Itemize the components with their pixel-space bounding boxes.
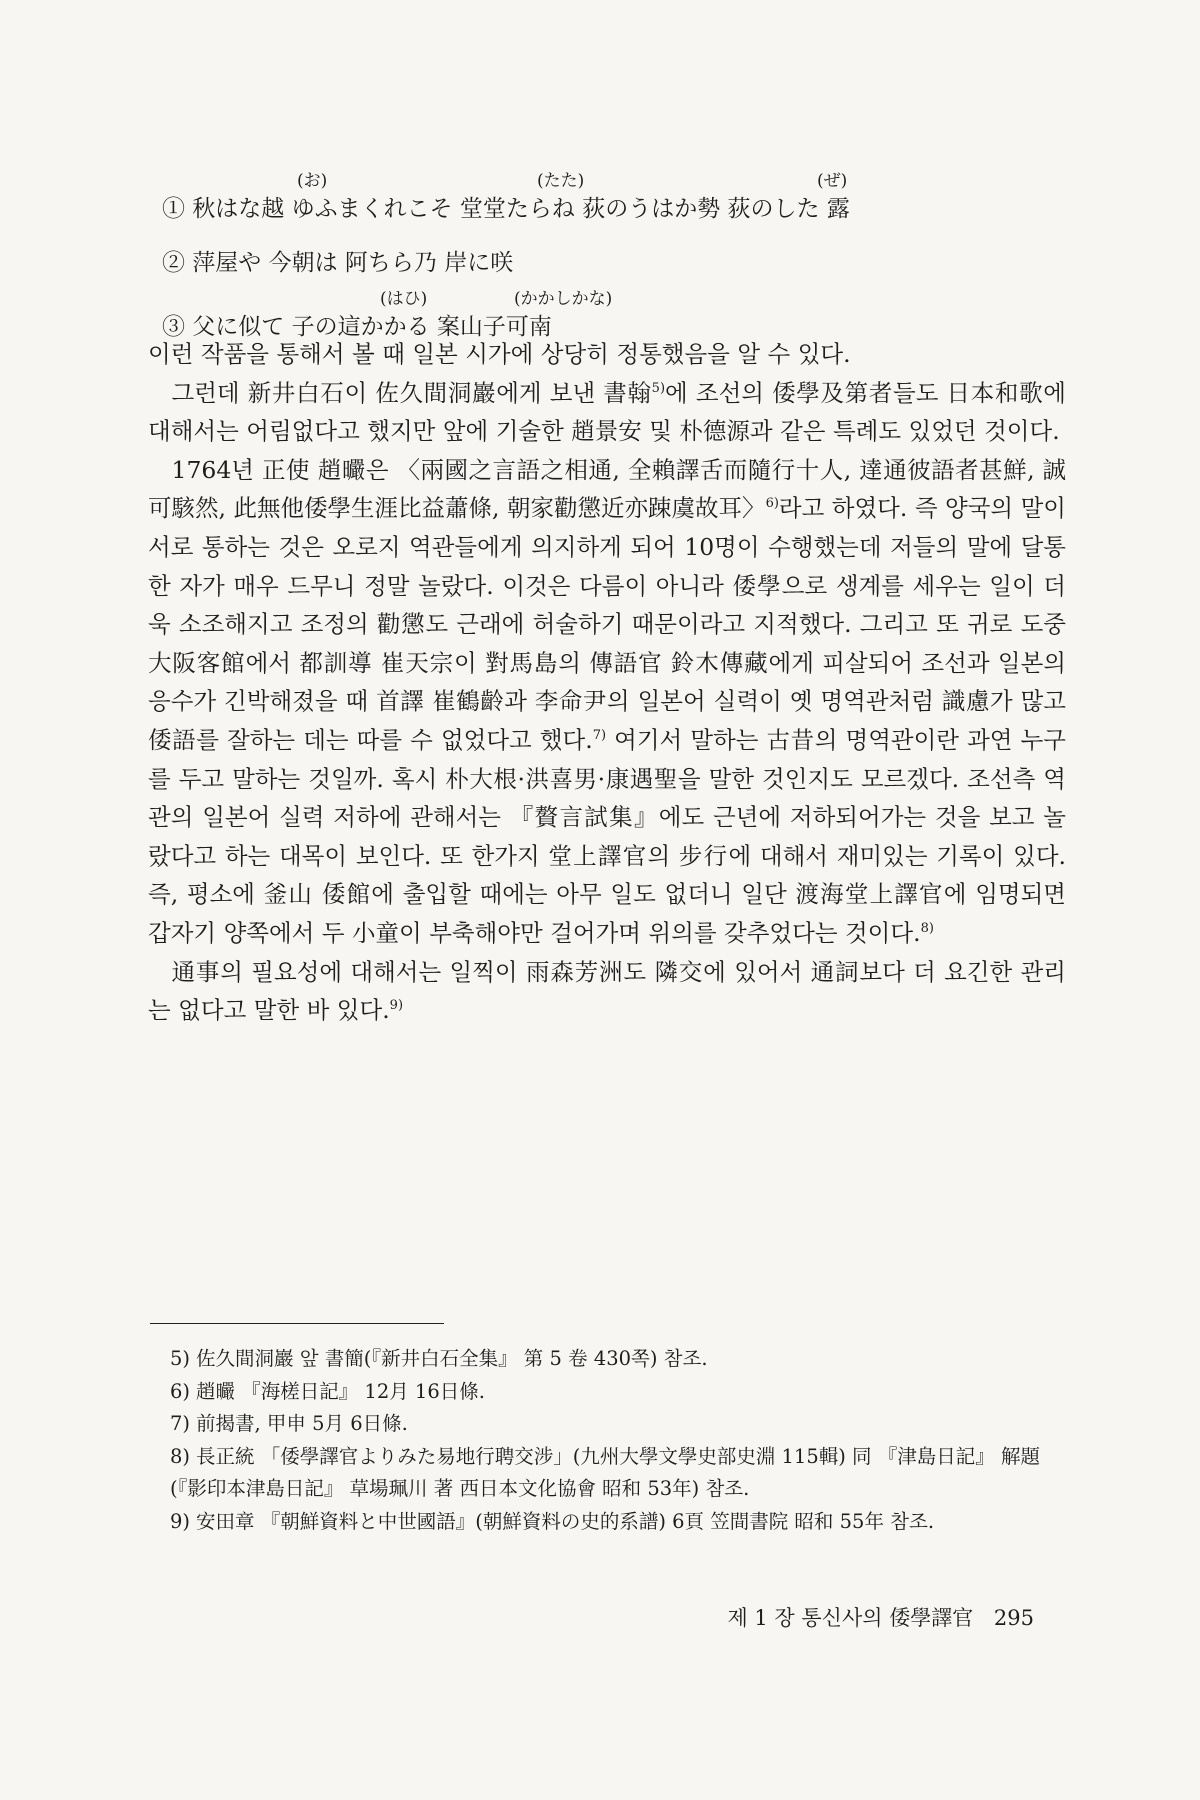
page-number: 295 bbox=[993, 1606, 1034, 1630]
footnote-5-text: 佐久間洞巖 앞 書簡(『新井白石全集』 第 5 卷 430쪽) 참조. bbox=[196, 1347, 708, 1370]
footnote-divider bbox=[150, 1323, 444, 1324]
footnote-5 bbox=[150, 1343, 1068, 1376]
footnote-8-text: 長正統 「倭學譯官よりみた易地行聘交涉」(九州大學文學史部史淵 115輯) 同 『津島日記』 解題(『影印本津島日記』 草場珮川 著 西日本文化協會 昭和 53年) 참조. bbox=[170, 1444, 1040, 1500]
chapter-title: 제 1 장 통신사의 倭學譯官 bbox=[727, 1606, 974, 1630]
footnote-8 bbox=[150, 1441, 1068, 1506]
paragraph-1 bbox=[148, 335, 1066, 374]
footnote-ref-8: 8) bbox=[920, 921, 934, 937]
footnote-9-text: 安田章 『朝鮮資料と中世國語』(朝鮮資料の史的系譜) 6頁 笠間書院 昭和 55年 참조. bbox=[196, 1509, 935, 1533]
footnote-9-number: 9) bbox=[170, 1509, 191, 1533]
footnote-ref-9: 9) bbox=[389, 998, 404, 1014]
footnote-ref-6: 6) bbox=[765, 496, 779, 512]
poem-3-text: ③ 父に似て 子の這かかる 案山子可南 bbox=[162, 314, 552, 340]
ruby-3-1: (はひ) bbox=[380, 289, 428, 309]
footnote-7 bbox=[150, 1408, 1068, 1441]
poem-2-text: ② 萍屋や 今朝は 阿ちら乃 岸に咲 bbox=[162, 250, 514, 276]
footnote-ref-5: 5) bbox=[651, 380, 666, 396]
paragraph-3-text: 1764년 正使 趙曮은 〈兩國之言語之相通, 全賴譯舌而隨行十人, 達通彼語者甚鮮, 誠可駭然, 此無他倭學生涯比益蕭條, 朝家勸懲近亦踈虞故耳〉$^{6)}$라고 하였다. 즉 양국의 말이 서로 통하는 것은 오로지 역관들에게 의지하게 되어 10명이 수행했는데 저들의 말에 달통한 자가 매우 드무니 정말 놀랐다. 이것은 다름이 아니라 倭學으로 생계를 세우는 일이 더욱 소조해지고 조정의 勸懲도 근래에 허술하기 때문이라고 지적했다. 그리고 또 귀로 도중 大阪客館에서 都訓導 崔天宗이 對馬島의 傳語官 鈴木傳藏에게 피살되어 조선과 일본의 응수가 긴박해졌을 때 首譯 崔鶴齡과 李命尹의 일본어 실력이 옛 명역관처럼 識慮가 많고 倭語를 잘하는 데는 따를 수 없었다고 했다.$^{7)}$ 여기서 말하는 古昔의 명역관이란 과연 누구를 두고 말하는 것일까. 혹시 朴大根·洪喜男·康遇聖을 말한 것인지도 모르겠다. 조선측 역관의 일본어 실력 저하에 관해서는 『贅言試集』에도 근년에 저하되어가는 것을 보고 놀랐다고 하는 대목이 보인다. 또 한가지 堂上譯官의 步行에 대해서 재미있는 기록이 있다. 즉, 평소에 釜山 倭館에 출입할 때에는 아무 일도 없더니 일단 渡海堂上譯官에 임명되면 갑자기 양쪽에서 두 小童이 부축해야만 걸어가며 위의를 갖추었다는 것이다.$^{8)}$ bbox=[148, 455, 1066, 947]
paragraph-4 bbox=[148, 953, 1066, 1030]
paragraph-1-text: 이런 작품을 통해서 볼 때 일본 시가에 상당히 정통했음을 알 수 있다. bbox=[148, 340, 851, 368]
footnote-7-number: 7) bbox=[170, 1412, 191, 1435]
ruby-1-1: (お) bbox=[297, 171, 328, 191]
footnote-6 bbox=[150, 1376, 1068, 1409]
footnote-6-text: 趙曮 『海槎日記』 12月 16日條. bbox=[196, 1379, 485, 1403]
footnote-7-text: 前揭書, 甲申 5月 6日條. bbox=[196, 1412, 408, 1435]
paragraph-2-text: 그런데 新井白石이 佐久間洞巖에게 보낸 書翰$^{5)}$에 조선의 倭學及第者들도 日本和歌에 대해서는 어림없다고 했지만 앞에 기술한 趙景安 및 朴德源과 같은 특례도 있었던 것이다. bbox=[148, 378, 1066, 446]
footnotes bbox=[150, 1343, 1068, 1538]
running-footer bbox=[727, 1602, 1034, 1632]
footnote-8-number: 8) bbox=[170, 1444, 191, 1468]
poem-1 bbox=[162, 171, 1062, 224]
ruby-1-2: (たた) bbox=[537, 171, 585, 191]
paragraph-2 bbox=[148, 374, 1066, 451]
paragraph-4-text: 通事의 필요성에 대해서는 일찍이 雨森芳洲도 隣交에 있어서 通詞보다 더 요긴한 관리는 없다고 말한 바 있다.$^{9)}$ bbox=[148, 957, 1066, 1025]
footnote-9 bbox=[150, 1506, 1068, 1539]
ruby-1-3: (ぜ) bbox=[817, 171, 848, 191]
footnote-5-number: 5) bbox=[170, 1347, 191, 1370]
poem-2 bbox=[162, 248, 1062, 278]
poem-1-text: ① 秋はな越 ゆふまくれこそ 堂堂たらね 荻のうはか勢 荻のした 露 bbox=[162, 196, 850, 222]
paragraph-3 bbox=[148, 451, 1066, 953]
footnote-6-number: 6) bbox=[170, 1379, 191, 1403]
footnote-ref-7: 7) bbox=[592, 728, 607, 744]
ruby-3-2: (かかしかな) bbox=[514, 289, 613, 309]
body-text bbox=[148, 335, 1066, 1030]
